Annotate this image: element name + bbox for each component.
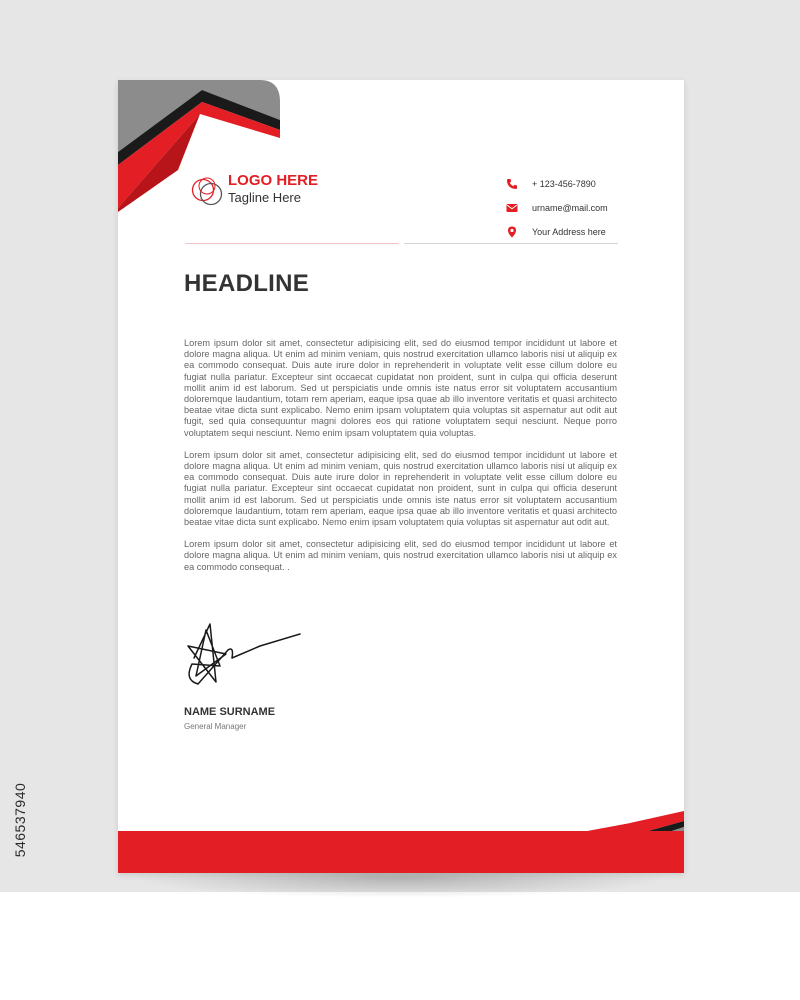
logo-tagline: Tagline Here (228, 190, 301, 205)
handwritten-signature (176, 610, 316, 700)
letter-body (184, 338, 617, 584)
stock-id: 546537940 (12, 782, 28, 858)
contact-phone (506, 176, 666, 200)
header-divider-left (185, 243, 399, 244)
contact-address-text: Your Address here (532, 227, 606, 237)
body-paragraph-3: Lorem ipsum dolor sit amet, consectetur adipisicing elit, sed do eiusmod tempor incididunt ut labore et dolore magna aliqua. Ut enim ad minim veniam, quis nostrud exercitation ullamco laboris nisi ut aliquip ex ea commodo consequat. . (184, 539, 617, 572)
phone-icon (506, 178, 518, 190)
logo (190, 172, 340, 212)
background-strip (0, 892, 800, 1000)
contact-email (506, 200, 666, 224)
overlapping-circles-logo-icon (190, 174, 226, 210)
letterhead-page (118, 80, 684, 873)
contact-email-text: urname@mail.com (532, 203, 608, 213)
contact-list (506, 176, 666, 248)
logo-title: LOGO HERE (228, 172, 319, 189)
contact-address (506, 224, 666, 248)
header-divider-right (404, 243, 618, 244)
mail-icon (506, 202, 518, 214)
headline: HEADLINE (184, 270, 310, 297)
location-pin-icon (506, 226, 518, 238)
footer-band (118, 831, 684, 873)
contact-phone-text: + 123-456-7890 (532, 179, 596, 189)
body-paragraph-1: Lorem ipsum dolor sit amet, consectetur adipisicing elit, sed do eiusmod tempor incididunt ut labore et dolore magna aliqua. Ut enim ad minim veniam, quis nostrud exercitation ullamco laboris nisi ut aliquip ex ea commodo consequat. Duis aute irure dolor in reprehenderit in voluptate velit esse cillum dolore eu fugiat nulla pariatur. Excepteur sint occaecat cupidatat non proident, sunt in culpa qui officia deserunt mollit anim id est laborum. Sed ut perspiciatis unde omnis iste natus error sit voluptatem accusantium doloremque laudantium, totam rem aperiam, eaque ipsa quae ab illo inventore veritatis et quasi architecto beatae vitae dicta sunt explicabo. Nemo enim ipsam voluptatem quia voluptas sit aspernatur aut odit aut fugit, sed quia consequuntur magni dolores eos qui ratione voluptatem sequi nesciunt. Neque porro voluptatem sequi nesciunt. Nemo enim ipsam voluptatem quia voluptas. (184, 338, 617, 438)
signatory-name: NAME SURNAME (184, 706, 276, 718)
signatory-title: General Manager (184, 722, 247, 731)
body-paragraph-2: Lorem ipsum dolor sit amet, consectetur adipisicing elit, sed do eiusmod tempor incididunt ut labore et dolore magna aliqua. Ut enim ad minim veniam, quis nostrud exercitation ullamco laboris nisi ut aliquip ex ea commodo consequat. Duis aute irure dolor in reprehenderit in voluptate velit esse cillum dolore eu fugiat nulla pariatur. Excepteur sint occaecat cupidatat non proident, sunt in culpa qui officia deserunt mollit anim id est laborum. Sed ut perspiciatis unde omnis iste natus error sit voluptatem accusantium doloremque laudantium, totam rem aperiam, eaque ipsa quae ab illo inventore veritatis et quasi architecto beatae vitae dicta sunt explicabo. Nemo enim ipsam voluptatem quia voluptas sit aspernatur aut odit aut. (184, 449, 617, 528)
